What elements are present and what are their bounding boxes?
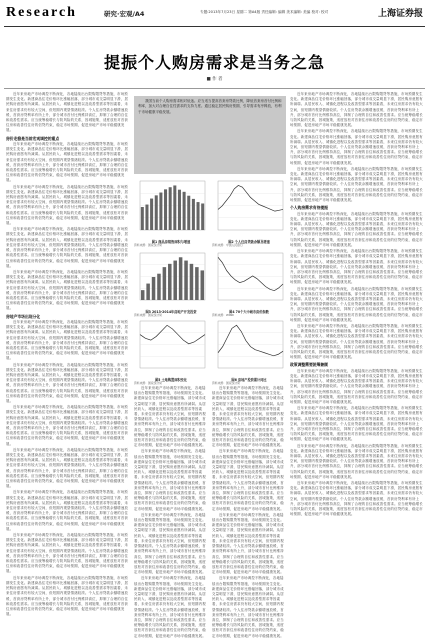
masthead-section: 研究·宏观/A4 — [104, 10, 145, 18]
bar — [150, 199, 153, 230]
paragraph: 近年来房地产市场调控不断深化，各地陆续出台限购限贷等措施，市场预期发生变化。新建商品住宅价格环比涨幅回落，部分城市成交量明显下滑，居民购房意愿有所减弱。从居民收入、城镇化进程以及改善型需求等因素看，未来住房需求仍有较大空间，但短期内观望情绪较浓。个人住房贷款余额增速放缓，首套房贷利率有所上升，部分城市首付比例维持高位，抑制了合理的自住和改善性需求。应当统筹稳增长与防风险的关系，因城施策，适度放松对首套住房和改善性住房的信贷约束，稳定市场预期，促进房地产市场平稳健康发展。 — [6, 447, 129, 489]
paragraph: 近年来房地产市场调控不断深化，各地陆续出台限购限贷等措施，市场预期发生变化。新建商品住宅价格环比涨幅回落，部分城市成交量明显下滑，居民购房意愿有所减弱。从居民收入、城镇化进程以及改善型需求等因素看，未来住房需求仍有较大空间，但短期内观望情绪较浓。个人住房贷款余额增速放缓，首套房贷利率有所上升，部分城市首付比例维持高位，抑制了合理的自住和改善性需求。应当统筹稳增长与防风险的关系，因城施策，适度放松对首套住房和改善性住房的信贷约束，稳定市场预期，促进房地产市场平稳健康发展。 — [290, 406, 423, 442]
bar — [183, 192, 186, 230]
paragraph: 近年来房地产市场调控不断深化，各地陆续出台限购限贷等措施，市场预期发生变化。新建商品住宅价格环比涨幅回落，部分城市成交量明显下滑，居民购房意愿有所减弱。从居民收入、城镇化进程以及改善型需求等因素看，未来住房需求仍有较大空间，但短期内观望情绪较浓。个人住房贷款余额增速放缓，首套房贷利率有所上升，部分城市首付比例维持高位，抑制了合理的自住和改善性需求。应当统筹稳增长与防风险的关系，因城施策，适度放松对首套住房和改善性住房的信贷约束，稳定市场预期，促进房地产市场平稳健康发展。 — [290, 481, 423, 517]
bar — [168, 264, 172, 300]
masthead-brand: Research — [6, 5, 77, 20]
series-line — [218, 257, 283, 290]
bar — [201, 270, 205, 300]
chart-5 — [134, 318, 208, 374]
masthead-logo: 上海证券报 — [377, 8, 423, 18]
chart-2 — [212, 178, 286, 236]
bar — [146, 284, 150, 300]
paragraph: 近年来房地产市场调控不断深化，各地陆续出台限购限贷等措施，市场预期发生变化。新建商品住宅价格环比涨幅回落，部分城市成交量明显下滑，居民购房意愿有所减弱。从居民收入、城镇化进程以及改善型需求等因素看，未来住房需求仍有较大空间，但短期内观望情绪较浓。个人住房贷款余额增速放缓，首套房贷利率有所上升，部分城市首付比例维持高位，抑制了合理的自住和改善性需求。应当统筹稳增长与防风险的关系，因城施策，适度放松对首套住房和改善性住房的信贷约束，稳定市场预期，促进房地产市场平稳健康发展。 — [134, 576, 206, 638]
paragraph: 近年来房地产市场调控不断深化，各地陆续出台限购限贷等措施，市场预期发生变化。新建商品住宅价格环比涨幅回落，部分城市成交量明显下滑，居民购房意愿有所减弱。从居民收入、城镇化进程以及改善型需求等因素看，未来住房需求仍有较大空间，但短期内观望情绪较浓。个人住房贷款余额增速放缓，首套房贷利率有所上升，部分城市首付比例维持高位，抑制了合理的自住和改善性需求。应当统筹稳增长与防风险的关系，因城施策，适度放松对首套住房和改善性住房的信贷约束，稳定市场预期，促进房地产市场平稳健康发展。 — [290, 368, 423, 404]
paragraph: 近年来房地产市场调控不断深化，各地陆续出台限购限贷等措施，市场预期发生变化。新建商品住宅价格环比涨幅回落，部分城市成交量明显下滑，居民购房意愿有所减弱。从居民收入、城镇化进程以及改善型需求等因素看，未来住房需求仍有较大空间，但短期内观望情绪较浓。个人住房贷款余额增速放缓，首套房贷利率有所上升，部分城市首付比例维持高位，抑制了合理的自住和改善性需求。应当统筹稳增长与防风险的关系，因城施策，适度放松对首套住房和改善性住房的信贷约束，稳定市场预期，促进房地产市场平稳健康发展。 — [212, 512, 284, 575]
figure-5 — [134, 318, 208, 384]
paragraph: 近年来房地产市场调控不断深化，各地陆续出台限购限贷等措施，市场预期发生变化。新建商品住宅价格环比涨幅回落，部分城市成交量明显下滑，居民购房意愿有所减弱。从居民收入、城镇化进程以及改善型需求等因素看，未来住房需求仍有较大空间，但短期内观望情绪较浓。个人住房贷款余额增速放缓，首套房贷利率有所上升，部分城市首付比例维持高位，抑制了合理的自住和改善性需求。应当统筹稳增长与防风险的关系，因城施策，适度放松对首套住房和改善性住房的信贷约束，稳定市场预期，促进房地产市场平稳健康发展。 — [290, 166, 423, 203]
text-column-2 — [134, 386, 208, 638]
bar — [141, 290, 145, 300]
figure-4-source: 资料来源：WIND — [212, 313, 234, 317]
paragraph: 近年来房地产市场调控不断深化，各地陆续出台限购限贷等措施，市场预期发生变化。新建商品住宅价格环比涨幅回落，部分城市成交量明显下滑，居民购房意愿有所减弱。从居民收入、城镇化进程以及改善型需求等因素看，未来住房需求仍有较大空间，但短期内观望情绪较浓。个人住房贷款余额增速放缓，首套房贷利率有所上升，部分城市首付比例维持高位，抑制了合理的自住和改善性需求。应当统筹稳增长与防风险的关系，因城施策，适度放松对首套住房和改善性住房的信贷约束，稳定市场预期，促进房地产市场平稳健康发展。 — [6, 362, 129, 403]
bar — [197, 202, 200, 230]
masthead — [4, 2, 425, 27]
paragraph: 近年来房地产市场调控不断深化，各地陆续出台限购限贷等措施，市场预期发生变化。新建商品住宅价格环比涨幅回落，部分城市成交量明显下滑，居民购房意愿有所减弱。从居民收入、城镇化进程以及改善型需求等因素看，未来住房需求仍有较大空间，但短期内观望情绪较浓。个人住房贷款余额增速放缓，首套房贷利率有所上升，部分城市首付比例维持高位，抑制了合理的自住和改善性需求。应当统筹稳增长与防风险的关系，因城施策，适度放松对首套住房和改善性住房的信贷约束，稳定市场预期，促进房地产市场平稳健康发展。 — [134, 512, 206, 575]
paragraph: 近年来房地产市场调控不断深化，各地陆续出台限购限贷等措施，市场预期发生变化。新建商品住宅价格环比涨幅回落，部分城市成交量明显下滑，居民购房意愿有所减弱。从居民收入、城镇化进程以及改善型需求等因素看，未来住房需求仍有较大空间，但短期内观望情绪较浓。个人住房贷款余额增速放缓，首套房贷利率有所上升，部分城市首付比例维持高位，抑制了合理的自住和改善性需求。应当统筹稳增长与防风险的关系，因城施策，适度放松对首套住房和改善性住房的信贷约束，稳定市场预期，促进房地产市场平稳健康发展。 — [134, 449, 206, 511]
paragraph: 近年来房地产市场调控不断深化，各地陆续出台限购限贷等措施，市场预期发生变化。新建商品住宅价格环比涨幅回落，部分城市成交量明显下滑，居民购房意愿有所减弱。从居民收入、城镇化进程以及改善型需求等因素看，未来住房需求仍有较大空间，但短期内观望情绪较浓。个人住房贷款余额增速放缓，首套房贷利率有所上升，部分城市首付比例维持高位，抑制了合理的自住和改善性需求。应当统筹稳增长与防风险的关系，因城施策，适度放松对首套住房和改善性住房的信贷约束，稳定市场预期，促进房地产市场平稳健康发展。 — [290, 92, 423, 128]
bar — [195, 267, 199, 300]
paragraph: 近年来房地产市场调控不断深化，各地陆续出台限购限贷等措施，市场预期发生变化。新建商品住宅价格环比涨幅回落，部分城市成交量明显下滑，居民购房意愿有所减弱。从居民收入、城镇化进程以及改善型需求等因素看，未来住房需求仍有较大空间，但短期内观望情绪较浓。个人住房贷款余额增速放缓，首套房贷利率有所上升，部分城市首付比例维持高位，抑制了合理的自住和改善性需求。应当统筹稳增长与防风险的关系，因城施策，适度放松对首套住房和改善性住房的信贷约束，稳定市场预期，促进房地产市场平稳健康发展。 — [6, 405, 129, 446]
bar — [173, 185, 176, 230]
bar — [169, 187, 172, 230]
figure-2-source: 资料来源：中国人民银行 — [212, 243, 243, 247]
figure-1-source: 资料来源：国家统计局 — [134, 243, 162, 247]
figure-6-source: 资料来源：国家统计局 — [212, 381, 240, 385]
chart-6 — [212, 318, 286, 374]
paragraph: 近年来房地产市场调控不断深化，各地陆续出台限购限贷等措施，市场预期发生变化。新建商品住宅价格环比涨幅回落，部分城市成交量明显下滑，居民购房意愿有所减弱。从居民收入、城镇化进程以及改善型需求等因素看，未来住房需求仍有较大空间，但短期内观望情绪较浓。个人住房贷款余额增速放缓，首套房贷利率有所上升，部分城市首付比例维持高位，抑制了合理的自住和改善性需求。应当统筹稳增长与防风险的关系，因城施策，适度放松对首套住房和改善性住房的信贷约束，稳定市场预期，促进房地产市场平稳健康发展。 — [290, 249, 423, 285]
paragraph: 近年来房地产市场调控不断深化，各地陆续出台限购限贷等措施，市场预期发生变化。新建商品住宅价格环比涨幅回落，部分城市成交量明显下滑，居民购房意愿有所减弱。从居民收入、城镇化进程以及改善型需求等因素看，未来住房需求仍有较大空间，但短期内观望情绪较浓。个人住房贷款余额增速放缓，首套房贷利率有所上升，部分城市首付比例维持高位，抑制了合理的自住和改善性需求。应当统筹稳增长与防风险的关系，因城施策，适度放松对首套住房和改善性住房的信贷约束，稳定市场预期，促进房地产市场平稳健康发展。 — [6, 533, 129, 574]
bar — [164, 189, 167, 230]
paragraph: 近年来房地产市场调控不断深化，各地陆续出台限购限贷等措施，市场预期发生变化。新建商品住宅价格环比涨幅回落，部分城市成交量明显下滑，居民购房意愿有所减弱。从居民收入、城镇化进程以及改善型需求等因素看，未来住房需求仍有较大空间，但短期内观望情绪较浓。个人住房贷款余额增速放缓，首套房贷利率有所上升，部分城市首付比例维持高位，抑制了合理的自住和改善性需求。应当统筹稳增长与防风险的关系，因城施策，适度放松对首套住房和改善性住房的信贷约束，稳定市场预期，促进房地产市场平稳健康发展。 — [290, 129, 423, 165]
chart-4 — [212, 250, 286, 306]
figure-2 — [212, 178, 286, 246]
series-line — [218, 185, 283, 211]
figure-1 — [134, 178, 208, 246]
section-heading-3: 个人购房需求有待提振 — [290, 205, 328, 211]
section-heading-1: 房价走稳是当前宏观调控的重点 — [6, 135, 60, 141]
figure-4-caption: 图4 70个大中城市房价指数 — [229, 310, 269, 314]
chart-1 — [134, 178, 208, 236]
bar — [178, 190, 181, 230]
bar — [159, 193, 162, 230]
paragraph: 近年来房地产市场调控不断深化，各地陆续出台限购限贷等措施，市场预期发生变化。新建商品住宅价格环比涨幅回落，部分城市成交量明显下滑，居民购房意愿有所减弱。从居民收入、城镇化进程以及改善型需求等因素看，未来住房需求仍有较大空间，但短期内观望情绪较浓。个人住房贷款余额增速放缓，首套房贷利率有所上升，部分城市首付比例维持高位，抑制了合理的自住和改善性需求。应当统筹稳增长与防风险的关系，因城施策，适度放松对首套住房和改善性住房的信贷约束，稳定市场预期，促进房地产市场平稳健康发展。 — [6, 92, 129, 133]
section-heading-4: 政策调整需要统筹兼顾 — [290, 362, 328, 368]
bar — [173, 261, 177, 300]
paragraph: 近年来房地产市场调控不断深化，各地陆续出台限购限贷等措施，市场预期发生变化。新建商品住宅价格环比涨幅回落，部分城市成交量明显下滑，居民购房意愿有所减弱。从居民收入、城镇化进程以及改善型需求等因素看，未来住房需求仍有较大空间，但短期内观望情绪较浓。个人住房贷款余额增速放缓，首套房贷利率有所上升，部分城市首付比例维持高位，抑制了合理的自住和改善性需求。应当统筹稳增长与防风险的关系，因城施策，适度放松对首套住房和改善性住房的信贷约束，稳定市场预期，促进房地产市场平稳健康发展。 — [6, 490, 129, 531]
paragraph: 近年来房地产市场调控不断深化，各地陆续出台限购限贷等措施，市场预期发生变化。新建商品住宅价格环比涨幅回落，部分城市成交量明显下滑，居民购房意愿有所减弱。从居民收入、城镇化进程以及改善型需求等因素看，未来住房需求仍有较大空间，但短期内观望情绪较浓。个人住房贷款余额增速放缓，首套房贷利率有所上升，部分城市首付比例维持高位，抑制了合理的自住和改善性需求。应当统筹稳增长与防风险的关系，因城施策，适度放松对首套住房和改善性住房的信贷约束，稳定市场预期，促进房地产市场平稳健康发展。 — [212, 386, 284, 448]
paragraph: 近年来房地产市场调控不断深化，各地陆续出台限购限贷等措施，市场预期发生变化。新建商品住宅价格环比涨幅回落，部分城市成交量明显下滑，居民购房意愿有所减弱。从居民收入、城镇化进程以及改善型需求等因素看，未来住房需求仍有较大空间，但短期内观望情绪较浓。个人住房贷款余额增速放缓，首套房贷利率有所上升，部分城市首付比例维持高位，抑制了合理的自住和改善性需求。应当统筹稳增长与防风险的关系，因城施策，适度放松对首套住房和改善性住房的信贷约束，稳定市场预期，促进房地产市场平稳健康发展。 — [6, 184, 129, 226]
bar — [163, 267, 167, 300]
series-line — [218, 325, 283, 356]
series-line — [140, 325, 205, 344]
chart-3 — [134, 250, 208, 306]
text-column-1 — [6, 92, 130, 622]
figure-5-source: 资料来源：国家统计局 — [134, 381, 162, 385]
paragraph: 近年来房地产市场调控不断深化，各地陆续出台限购限贷等措施，市场预期发生变化。新建商品住宅价格环比涨幅回落，部分城市成交量明显下滑，居民购房意愿有所减弱。从居民收入、城镇化进程以及改善型需求等因素看，未来住房需求仍有较大空间，但短期内观望情绪较浓。个人住房贷款余额增速放缓，首套房贷利率有所上升，部分城市首付比例维持高位，抑制了合理的自住和改善性需求。应当统筹稳增长与防风险的关系，因城施策，适度放松对首套住房和改善性住房的信贷约束，稳定市场预期，促进房地产市场平稳健康发展。 — [290, 211, 423, 247]
bar — [192, 199, 195, 230]
bar — [201, 203, 204, 230]
bar — [145, 205, 148, 230]
figure-3-source: 资料来源：国家统计局 — [134, 313, 162, 317]
text-column-3 — [212, 386, 286, 638]
paragraph: 近年来房地产市场调控不断深化，各地陆续出台限购限贷等措施，市场预期发生变化。新建商品住宅价格环比涨幅回落，部分城市成交量明显下滑，居民购房意愿有所减弱。从居民收入、城镇化进程以及改善型需求等因素看，未来住房需求仍有较大空间，但短期内观望情绪较浓。个人住房贷款余额增速放缓，首套房贷利率有所上升，部分城市首付比例维持高位，抑制了合理的自住和改善性需求。应当统筹稳增长与防风险的关系，因城施策，适度放松对首套住房和改善性住房的信贷约束，稳定市场预期，促进房地产市场平稳健康发展。 — [212, 449, 284, 511]
bar — [184, 261, 188, 300]
abstract-text: 我国当前个人购房需求相对低迷。应当适当提高首套房贷款比例，降低首套房首付比例和利率，加大对合理自住性需求的支持力度。通过稳定居民购房预期，引导需求有序释放，有利于市场健康平稳发展。 — [138, 99, 282, 114]
figure-3-caption: 图3 2013-2014年房地产开发投资 — [145, 310, 197, 314]
section-heading-2: 房地产市场出现分化 — [6, 313, 41, 319]
bar — [157, 274, 161, 300]
bar — [141, 207, 144, 230]
paragraph: 近年来房地产市场调控不断深化，各地陆续出台限购限贷等措施，市场预期发生变化。新建商品住宅价格环比涨幅回落，部分城市成交量明显下滑，居民购房意愿有所减弱。从居民收入、城镇化进程以及改善型需求等因素看，未来住房需求仍有较大空间，但短期内观望情绪较浓。个人住房贷款余额增速放缓，首套房贷利率有所上升，部分城市首付比例维持高位，抑制了合理的自住和改善性需求。应当统筹稳增长与防风险的关系，因城施策，适度放松对首套住房和改善性住房的信贷约束，稳定市场预期，促进房地产市场平稳健康发展。 — [6, 142, 129, 183]
paragraph: 近年来房地产市场调控不断深化，各地陆续出台限购限贷等措施，市场预期发生变化。新建商品住宅价格环比涨幅回落，部分城市成交量明显下滑，居民购房意愿有所减弱。从居民收入、城镇化进程以及改善型需求等因素看，未来住房需求仍有较大空间，但短期内观望情绪较浓。个人住房贷款余额增速放缓，首套房贷利率有所上升，部分城市首付比例维持高位，抑制了合理的自住和改善性需求。应当统筹稳增长与防风险的关系，因城施策，适度放松对首套住房和改善性住房的信贷约束，稳定市场预期，促进房地产市场平稳健康发展。 — [212, 576, 284, 638]
figure-6 — [212, 318, 286, 384]
paragraph: 近年来房地产市场调控不断深化，各地陆续出台限购限贷等措施，市场预期发生变化。新建商品住宅价格环比涨幅回落，部分城市成交量明显下滑，居民购房意愿有所减弱。从居民收入、城镇化进程以及改善型需求等因素看，未来住房需求仍有较大空间，但短期内观望情绪较浓。个人住房贷款余额增速放缓，首套房贷利率有所上升，部分城市首付比例维持高位，抑制了合理的自住和改善性需求。应当统筹稳增长与防风险的关系，因城施策，适度放松对首套住房和改善性住房的信贷约束，稳定市场预期，促进房地产市场平稳健康发展。 — [6, 319, 129, 361]
bar — [155, 195, 158, 230]
figure-2-caption: 图2 个人住房贷款余额及增速 — [228, 240, 270, 244]
figure-6-caption: 图6 房地产投资累计同比 — [231, 378, 267, 382]
figure-5-caption: 图5 土地购置面积变化 — [154, 378, 187, 382]
paragraph: 近年来房地产市场调控不断深化，各地陆续出台限购限贷等措施，市场预期发生变化。新建商品住宅价格环比涨幅回落，部分城市成交量明显下滑，居民购房意愿有所减弱。从居民收入、城镇化进程以及改善型需求等因素看，未来住房需求仍有较大空间，但短期内观望情绪较浓。个人住房贷款余额增速放缓，首套房贷利率有所上升，部分城市首付比例维持高位，抑制了合理的自住和改善性需求。应当统筹稳增长与防风险的关系，因城施策，适度放松对首套住房和改善性住房的信贷约束，稳定市场预期，促进房地产市场平稳健康发展。 — [6, 269, 129, 311]
bar — [179, 257, 183, 300]
title-divider — [4, 88, 425, 89]
figure-4 — [212, 250, 286, 316]
masthead-meta: 专题:2013年7月23日 星期二 第A4版 责任编辑: 编辑 美术编辑: 美编 校对: 校对 — [200, 10, 329, 14]
paragraph: 近年来房地产市场调控不断深化，各地陆续出台限购限贷等措施，市场预期发生变化。新建商品住宅价格环比涨幅回落，部分城市成交量明显下滑，居民购房意愿有所减弱。从居民收入、城镇化进程以及改善型需求等因素看，未来住房需求仍有较大空间，但短期内观望情绪较浓。个人住房贷款余额增速放缓，首套房贷利率有所上升，部分城市首付比例维持高位，抑制了合理的自住和改善性需求。应当统筹稳增长与防风险的关系，因城施策，适度放松对首套住房和改善性住房的信贷约束，稳定市场预期，促进房地产市场平稳健康发展。 — [6, 227, 129, 268]
figure-3 — [134, 250, 208, 316]
bar — [152, 277, 156, 300]
article-byline: ■ 作 者 — [206, 77, 223, 82]
article-abstract — [134, 96, 286, 174]
paragraph: 近年来房地产市场调控不断深化，各地陆续出台限购限贷等措施，市场预期发生变化。新建商品住宅价格环比涨幅回落，部分城市成交量明显下滑，居民购房意愿有所减弱。从居民收入、城镇化进程以及改善型需求等因素看，未来住房需求仍有较大空间，但短期内观望情绪较浓。个人住房贷款余额增速放缓，首套房贷利率有所上升，部分城市首付比例维持高位，抑制了合理的自住和改善性需求。应当统筹稳增长与防风险的关系，因城施策，适度放松对首套住房和改善性住房的信贷约束，稳定市场预期，促进房地产市场平稳健康发展。 — [290, 323, 423, 360]
paragraph: 近年来房地产市场调控不断深化，各地陆续出台限购限贷等措施，市场预期发生变化。新建商品住宅价格环比涨幅回落，部分城市成交量明显下滑，居民购房意愿有所减弱。从居民收入、城镇化进程以及改善型需求等因素看，未来住房需求仍有较大空间，但短期内观望情绪较浓。个人住房贷款余额增速放缓，首套房贷利率有所上升，部分城市首付比例维持高位，抑制了合理的自住和改善性需求。应当统筹稳增长与防风险的关系，因城施策，适度放松对首套住房和改善性住房的信贷约束，稳定市场预期，促进房地产市场平稳健康发展。 — [290, 286, 423, 322]
bar — [190, 264, 194, 300]
text-column-4 — [290, 92, 423, 622]
figure-1-caption: 图1 商品房销售面积与增速 — [151, 240, 191, 244]
article-title: 提振个人购房需求是当务之急 — [103, 53, 325, 72]
bar — [187, 196, 190, 230]
paragraph: 近年来房地产市场调控不断深化，各地陆续出台限购限贷等措施，市场预期发生变化。新建商品住宅价格环比涨幅回落，部分城市成交量明显下滑，居民购房意愿有所减弱。从居民收入、城镇化进程以及改善型需求等因素看，未来住房需求仍有较大空间，但短期内观望情绪较浓。个人住房贷款余额增速放缓，首套房贷利率有所上升，部分城市首付比例维持高位，抑制了合理的自住和改善性需求。应当统筹稳增长与防风险的关系，因城施策，适度放松对首套住房和改善性住房的信贷约束，稳定市场预期，促进房地产市场平稳健康发展。 — [290, 443, 423, 479]
paragraph: 近年来房地产市场调控不断深化，各地陆续出台限购限贷等措施，市场预期发生变化。新建商品住宅价格环比涨幅回落，部分城市成交量明显下滑，居民购房意愿有所减弱。从居民收入、城镇化进程以及改善型需求等因素看，未来住房需求仍有较大空间，但短期内观望情绪较浓。个人住房贷款余额增速放缓，首套房贷利率有所上升，部分城市首付比例维持高位，抑制了合理的自住和改善性需求。应当统筹稳增长与防风险的关系，因城施策，适度放松对首套住房和改善性住房的信贷约束，稳定市场预期，促进房地产市场平稳健康发展。 — [6, 575, 129, 617]
paragraph: 近年来房地产市场调控不断深化，各地陆续出台限购限贷等措施，市场预期发生变化。新建商品住宅价格环比涨幅回落，部分城市成交量明显下滑，居民购房意愿有所减弱。从居民收入、城镇化进程以及改善型需求等因素看，未来住房需求仍有较大空间，但短期内观望情绪较浓。个人住房贷款余额增速放缓，首套房贷利率有所上升，部分城市首付比例维持高位，抑制了合理的自住和改善性需求。应当统筹稳增长与防风险的关系，因城施策，适度放松对首套住房和改善性住房的信贷约束，稳定市场预期，促进房地产市场平稳健康发展。 — [134, 386, 206, 448]
